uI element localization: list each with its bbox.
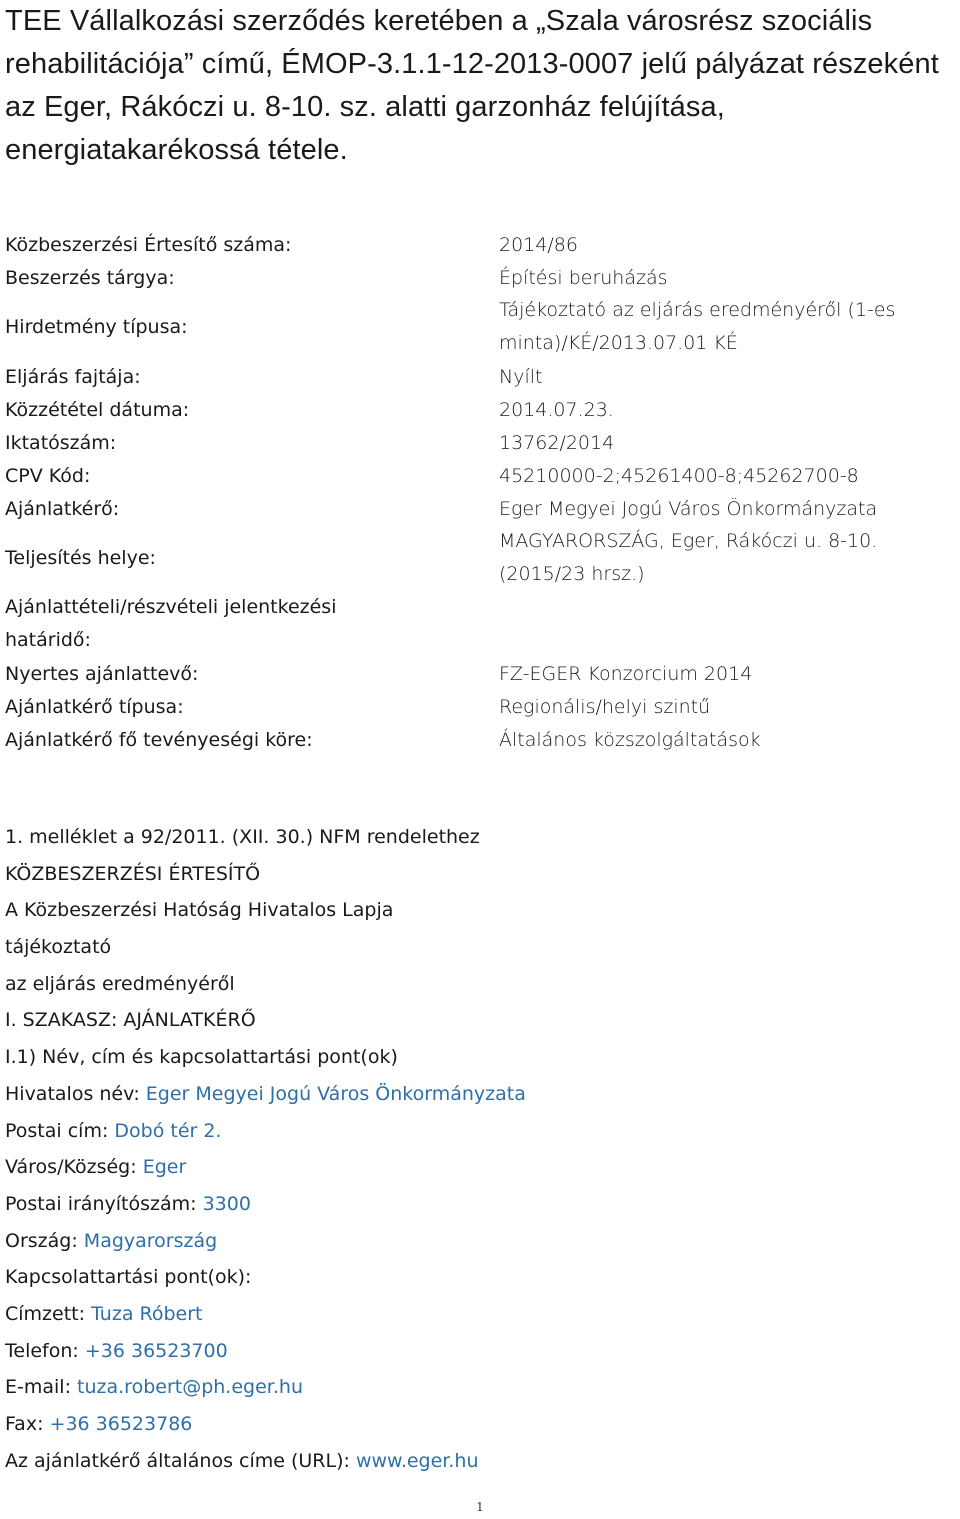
meta-value: Építési beruházás [499,266,668,289]
notice-type: tájékoztató [5,936,112,959]
meta-row [5,459,960,492]
meta-label: Hirdetmény típusa: [5,315,188,338]
meta-label: Ajánlatkérő típusa: [5,695,184,718]
page-number: 1 [476,1500,484,1514]
field-label: Fax: [5,1413,44,1435]
annex-reference: 1. melléklet a 92/2011. (XII. 30.) NFM rendelethez [5,826,480,848]
meta-row [5,261,960,294]
meta-row [5,294,960,360]
url-field [5,1443,955,1480]
url-link[interactable]: www.eger.hu [355,1449,479,1472]
meta-value: Nyílt [499,365,543,388]
meta-row [5,426,960,459]
meta-row [5,492,960,525]
meta-value: Regionális/helyi szintű [499,695,711,718]
postcode-field [5,1186,955,1223]
field-label: Telefon: [5,1339,79,1362]
meta-value: 2014.07.23. [499,398,614,421]
subsection-heading: I.1) Név, cím és kapcsolattartási pont(ok) [5,1046,398,1069]
email-link[interactable]: tuza.robert@ph.eger.hu [77,1376,303,1399]
notice-metadata [5,228,960,756]
postal-address-value: Dobó tér 2. [114,1119,222,1142]
addressee-value: Tuza Róbert [91,1302,203,1325]
notice-subtitle: az eljárás eredményéről [5,972,235,995]
meta-label: Ajánlatkérő: [5,497,120,520]
meta-label: Beszerzés tárgya: [5,266,175,289]
meta-label: Nyertes ajánlattevő: [5,662,199,685]
meta-row [5,591,960,657]
email-field [5,1369,955,1406]
phone-field [5,1333,955,1370]
country-field [5,1223,955,1260]
fax-field [5,1406,955,1443]
meta-row [5,525,960,591]
meta-value: FZ-EGER Konzorcium 2014 [499,662,753,685]
fax-value: +36 36523786 [49,1413,193,1435]
addressee-field [5,1296,955,1333]
meta-label: Ajánlattételi/részvételi jelentkezési határidő: [5,596,337,651]
meta-value: 13762/2014 [499,431,615,454]
meta-label: Közzététel dátuma: [5,398,190,421]
field-label: Postai cím: [5,1119,109,1142]
section-heading: I. SZAKASZ: AJÁNLATKÉRŐ [5,1009,256,1032]
official-name-value: Eger Megyei Jogú Város Önkormányzata [145,1082,526,1105]
meta-label: Eljárás fajtája: [5,365,141,388]
postcode-value: 3300 [202,1192,251,1215]
meta-value: MAGYARORSZÁG, Eger, Rákóczi u. 8-10. (2015/23 hrsz.) [499,530,878,585]
meta-value: Eger Megyei Jogú Város Önkormányzata [499,497,878,520]
contact-points-label: Kapcsolattartási pont(ok): [5,1266,252,1289]
meta-value: 45210000-2;45261400-8;45262700-8 [499,464,859,487]
meta-value: 2014/86 [499,233,578,256]
meta-row [5,690,960,723]
meta-row [5,360,960,393]
journal-subtitle: A Közbeszerzési Hatóság Hivatalos Lapja [5,899,394,922]
meta-label: Közbeszerzési Értesítő száma: [5,233,292,256]
field-label: E-mail: [5,1376,71,1399]
field-label: Hivatalos név: [5,1082,140,1105]
meta-label: Ajánlatkérő fő tevényeségi köre: [5,728,313,751]
field-label: Város/Község: [5,1156,137,1179]
meta-row [5,393,960,426]
city-field [5,1149,955,1186]
field-label: Postai irányítószám: [5,1192,197,1215]
meta-label: Teljesítés helye: [5,546,156,569]
official-name-field [5,1076,955,1113]
city-value: Eger [142,1156,187,1179]
meta-row [5,657,960,690]
field-label: Címzett: [5,1302,86,1325]
document-title: TEE Vállalkozási szerződés keretében a „Szala városrész szociális rehabilitációja” című, ÉMOP-3.1.1-12-2013-0007 jelű pályázat részeként az Eger, Rákóczi u. 8-10. sz. alatti garzonház felújítása, energiatakarékossá tétele. [5,5,939,166]
country-value: Magyarország [83,1229,218,1252]
meta-row [5,723,960,756]
field-label: Ország: [5,1229,78,1252]
meta-row [5,228,960,261]
meta-label: Iktatószám: [5,431,117,454]
phone-value: +36 36523700 [84,1339,228,1362]
postal-address-field [5,1113,955,1150]
field-label: Az ajánlatkérő általános címe (URL): [5,1449,350,1472]
meta-label: CPV Kód: [5,464,91,487]
meta-value: Általános közszolgáltatások [499,728,761,751]
journal-name: KÖZBESZERZÉSI ÉRTESÍTŐ [5,862,261,885]
meta-value: Tájékoztató az eljárás eredményéről (1-es minta)/KÉ/2013.07.01 KÉ [499,299,896,354]
contracting-authority-section [5,819,955,1479]
